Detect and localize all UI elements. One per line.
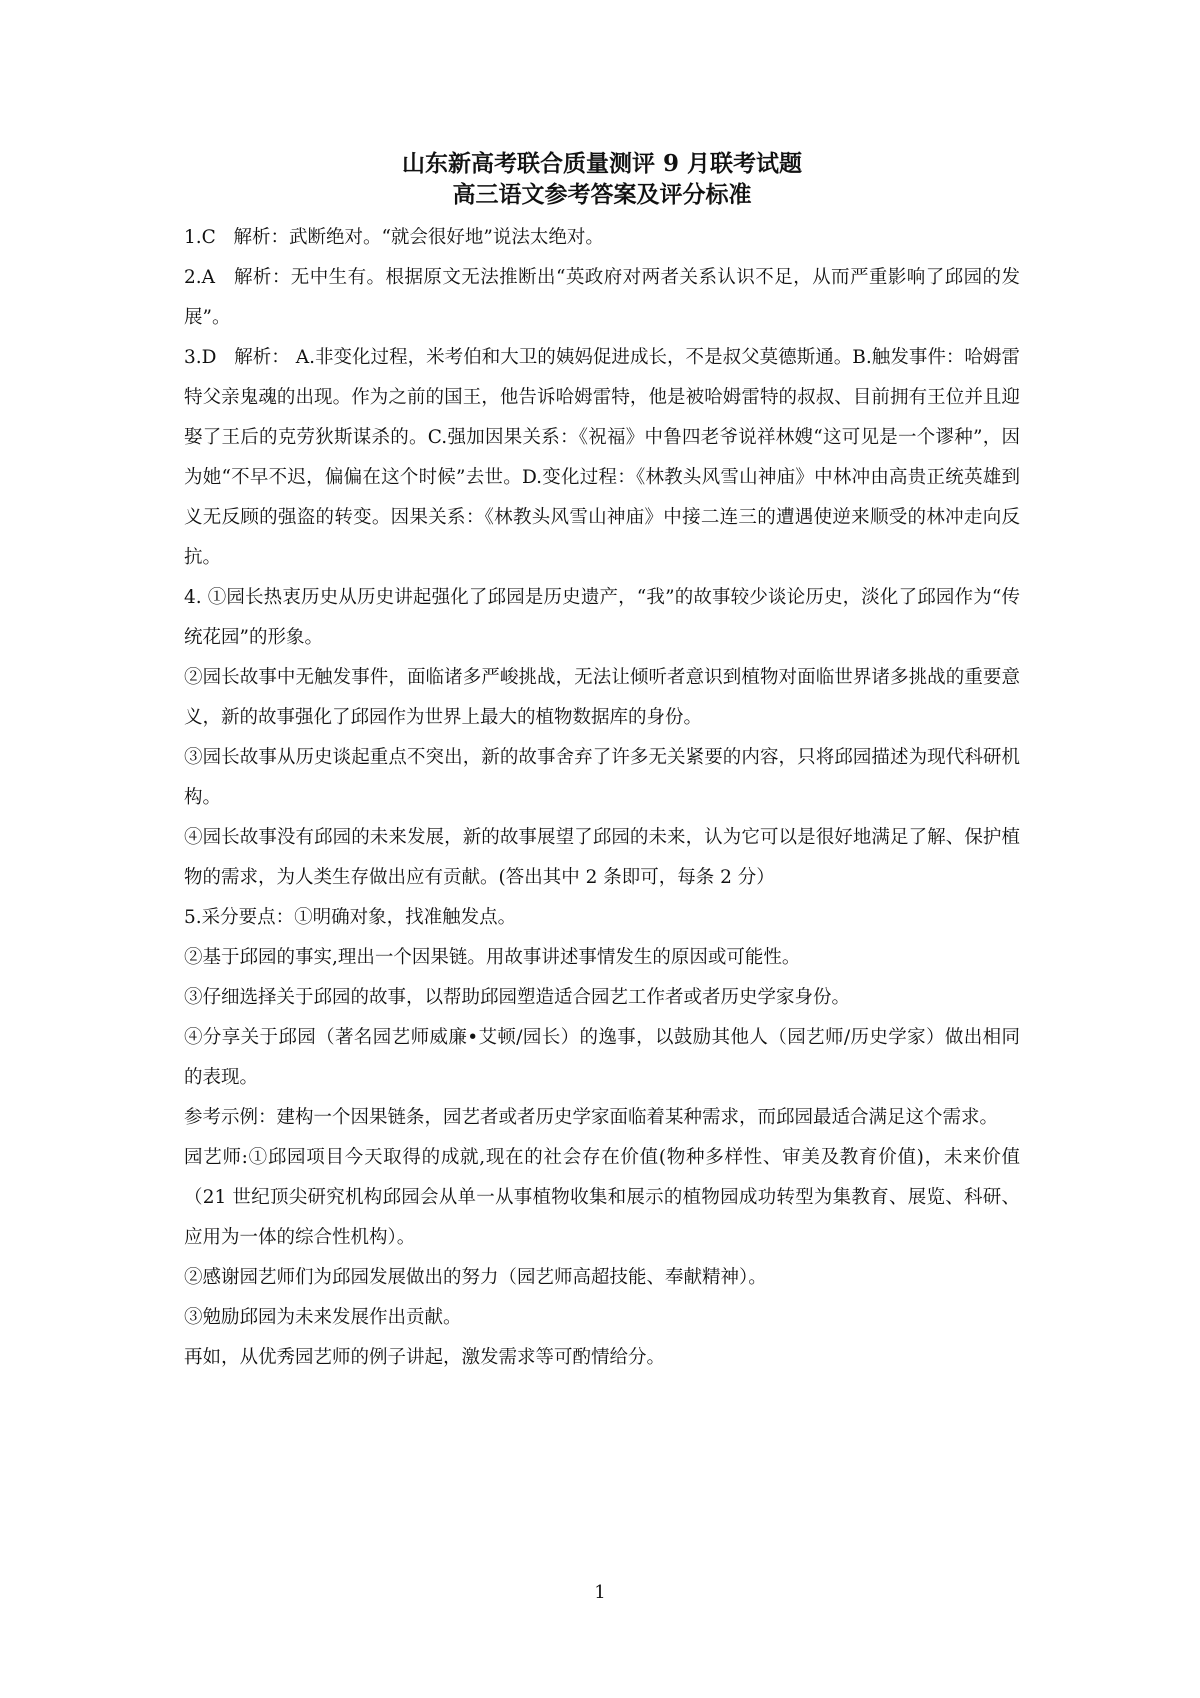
answer-5-point-3: ③仔细选择关于邱园的故事，以帮助邱园塑造适合园艺工作者或者历史学家身份。 [184, 987, 851, 1008]
gardener-point-2: ②感谢园艺师们为邱园发展做出的努力（园艺师高超技能、奉献精神）。 [184, 1267, 767, 1288]
answer-5-point-2: ②基于邱园的事实,理出一个因果链。用故事讲述事情发生的原因或可能性。 [184, 947, 801, 968]
answer-3: 3.D 解析： A.非变化过程，米考伯和大卫的姨妈促进成长，不是叔父莫德斯通。B.触发事件：哈姆雷特父亲鬼魂的出现。作为之前的国王，他告诉哈姆雷特，他是被哈姆雷特的叔叔、目前拥有王位并且迎娶了王后的克劳狄斯谋杀的。C.强加因果关系：《祝福》中鲁四老爷说祥林嫂“这可见是一个谬种”，因为她“不早不迟，偏偏在这个时候”去世。D.变化过程：《林教头风雪山神庙》中林冲由高贵正统英雄到义无反顾的强盗的转变。因果关系：《林教头风雪山神庙》中接二连三的遭遇使逆来顺受的林冲走向反抗。 [184, 347, 1020, 568]
answer-2: 2.A 解析：无中生有。根据原文无法推断出“英政府对两者关系认识不足，从而严重影响了邱园的发展”。 [184, 267, 1020, 328]
gardener-point-1: 园艺师:①邱园项目今天取得的成就,现在的社会存在价值(物种多样性、审美及教育价值)，未来价值（21 世纪顶尖研究机构邱园会从单一从事植物收集和展示的植物园成功转型为集教育、展览、科研、应用为一体的综合性机构）。 [184, 1147, 1020, 1248]
answer-4-point-4: ④园长故事没有邱园的未来发展，新的故事展望了邱园的未来，认为它可以是很好地满足了解、保护植物的需求，为人类生存做出应有贡献。(答出其中 2 条即可，每条 2 分） [184, 827, 1020, 888]
gardener-point-3: ③勉励邱园为未来发展作出贡献。 [184, 1307, 462, 1328]
answer-5-point-4: ④分享关于邱园（著名园艺师威廉•艾顿/园长）的逸事，以鼓励其他人（园艺师/历史学家）做出相同的表现。 [184, 1027, 1020, 1088]
answer-4-point-2: ②园长故事中无触发事件，面临诸多严峻挑战，无法让倾听者意识到植物对面临世界诸多挑战的重要意义，新的故事强化了邱园作为世界上最大的植物数据库的身份。 [184, 667, 1020, 728]
additional-note: 再如，从优秀园艺师的例子讲起，激发需求等可酌情给分。 [184, 1347, 666, 1368]
document-subtitle: 高三语文参考答案及评分标准 [452, 181, 752, 208]
page-number: 1 [594, 1582, 606, 1603]
answer-1: 1.C 解析：武断绝对。“就会很好地”说法太绝对。 [184, 227, 604, 248]
answer-4-point-1: 4. ①园长热衷历史从历史讲起强化了邱园是历史遗产，“我”的故事较少谈论历史，淡化了邱园作为“传统花园”的形象。 [184, 587, 1020, 648]
document-title: 山东新高考联合质量测评 9 月联考试题 [401, 150, 803, 177]
answer-4-point-3: ③园长故事从历史谈起重点不突出，新的故事舍弃了许多无关紧要的内容，只将邱园描述为现代科研机构。 [184, 747, 1020, 808]
reference-example: 参考示例：建构一个因果链条，园艺者或者历史学家面临着某种需求，而邱园最适合满足这个需求。 [184, 1107, 999, 1128]
answer-5-point-1: 5.采分要点：①明确对象，找准触发点。 [184, 907, 517, 928]
